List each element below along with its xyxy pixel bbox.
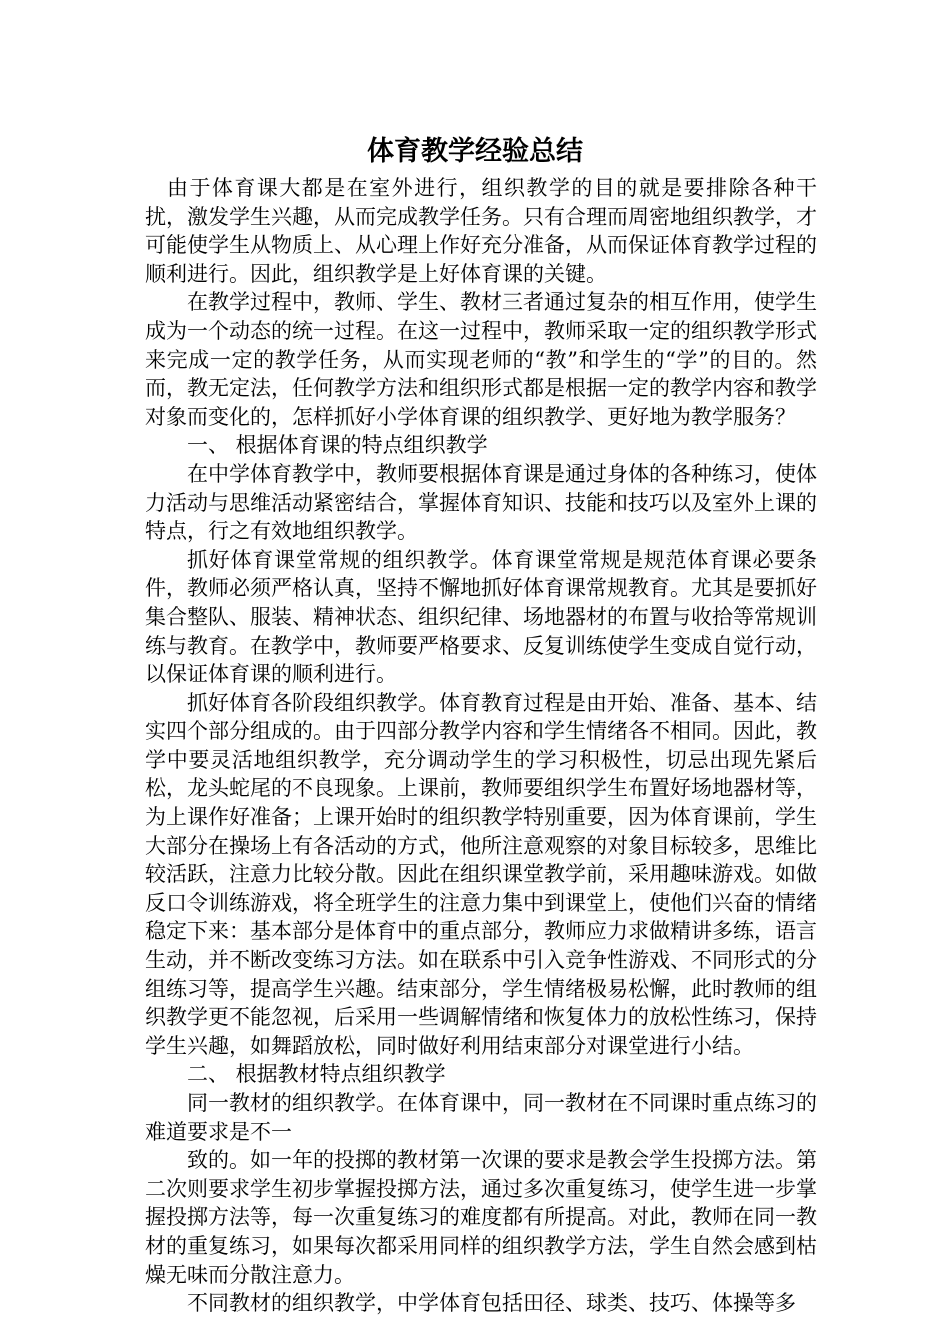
paragraph: 抓好体育各阶段组织教学。体育教育过程是由开始、准备、基本、结实四个部分组成的。由于四部分教学内容和学生情绪各不相同。因此，教学中要灵活地组织教学，充分调动学生的学习积极性，切忌出现先紧后松，龙头蛇尾的不良现象。上课前，教师要组织学生布置好场地器材等，为上课作好准备；上课开始时的组织教学特别重要，因为体育课前，学生大部分在操场上有各活动的方式，他所注意观察的对象目标较多，思维比较活跃，注意力比较分散。因此在组织课堂教学前，采用趣味游戏。如做反口令训练游戏，将全班学生的注意力集中到课堂上，使他们兴奋的情绪稳定下来：基本部分是体育中的重点部分，教师应力求做精讲多练，语言生动，并不断改变练习方法。如在联系中引入竞争性游戏、不同形式的分组练习等，提高学生兴趣。结束部分，学生情绪极易松懈，此时教师的组织教学更不能忽视，后采用一些调解情绪和恢复体力的放松性练习，保持学生兴趣，如舞蹈放松，同时做好利用结束部分对课堂进行小结。 (145, 690, 817, 1058)
paragraph: 在教学过程中，教师、学生、教材三者通过复杂的相互作用，使学生成为一个动态的统一过程。在这一过程中，教师采取一定的组织教学形式来完成一定的教学任务，从而实现老师的“教”和学生的“学”的目的。然而，教无定法，任何教学方法和组织形式都是根据一定的教学内容和教学对象而变化的，怎样抓好小学体育课的组织教学、更好地为教学服务？ (145, 290, 817, 429)
document-body (145, 174, 817, 1318)
paragraph: 致的。如一年的投掷的教材第一次课的要求是教会学生投掷方法。第二次则要求学生初步掌握投掷方法，通过多次重复练习，使学生进一步掌握投掷方法等，每一次重复练习的难度都有所提高。对此，教师在同一教材的重复练习，如果每次都采用同样的组织教学方法，学生自然会感到枯燥无味而分散注意力。 (145, 1148, 817, 1287)
section-heading: 一、 根据体育课的特点组织教学 (187, 433, 488, 458)
paragraph: 抓好体育课堂常规的组织教学。体育课堂常规是规范体育课必要条件，教师必须严格认真，坚持不懈地抓好体育课常规教育。尤其是要抓好集合整队、服装、精神状态、组织纪律、场地器材的布置与收拾等常规训练与教育。在教学中，教师要严格要求、反复训练使学生变成自觉行动，以保证体育课的顺利进行。 (145, 547, 817, 687)
paragraph: 由于体育课大都是在室外进行，组织教学的目的就是要排除各种干扰，激发学生兴趣，从而完成教学任务。只有合理而周密地组织教学，才可能使学生从物质上、从心理上作好充分准备，从而保证体育教学过程的顺利进行。因此，组织教学是上好体育课的关键。 (145, 176, 817, 286)
paragraph: 不同教材的组织教学，中学体育包括田径、球类、技巧、体操等多 (187, 1291, 796, 1316)
paragraph: 在中学体育教学中，教师要根据体育课是通过身体的各种练习，使体力活动与思维活动紧密结合，掌握体育知识、技能和技巧以及室外上课的特点，行之有效地组织教学。 (145, 461, 817, 544)
document-title: 体育教学经验总结 (367, 136, 583, 167)
paragraph: 同一教材的组织教学。在体育课中，同一教材在不同课时重点练习的难道要求是不一 (145, 1091, 817, 1144)
section-heading: 二、 根据教材特点组织教学 (187, 1062, 446, 1087)
